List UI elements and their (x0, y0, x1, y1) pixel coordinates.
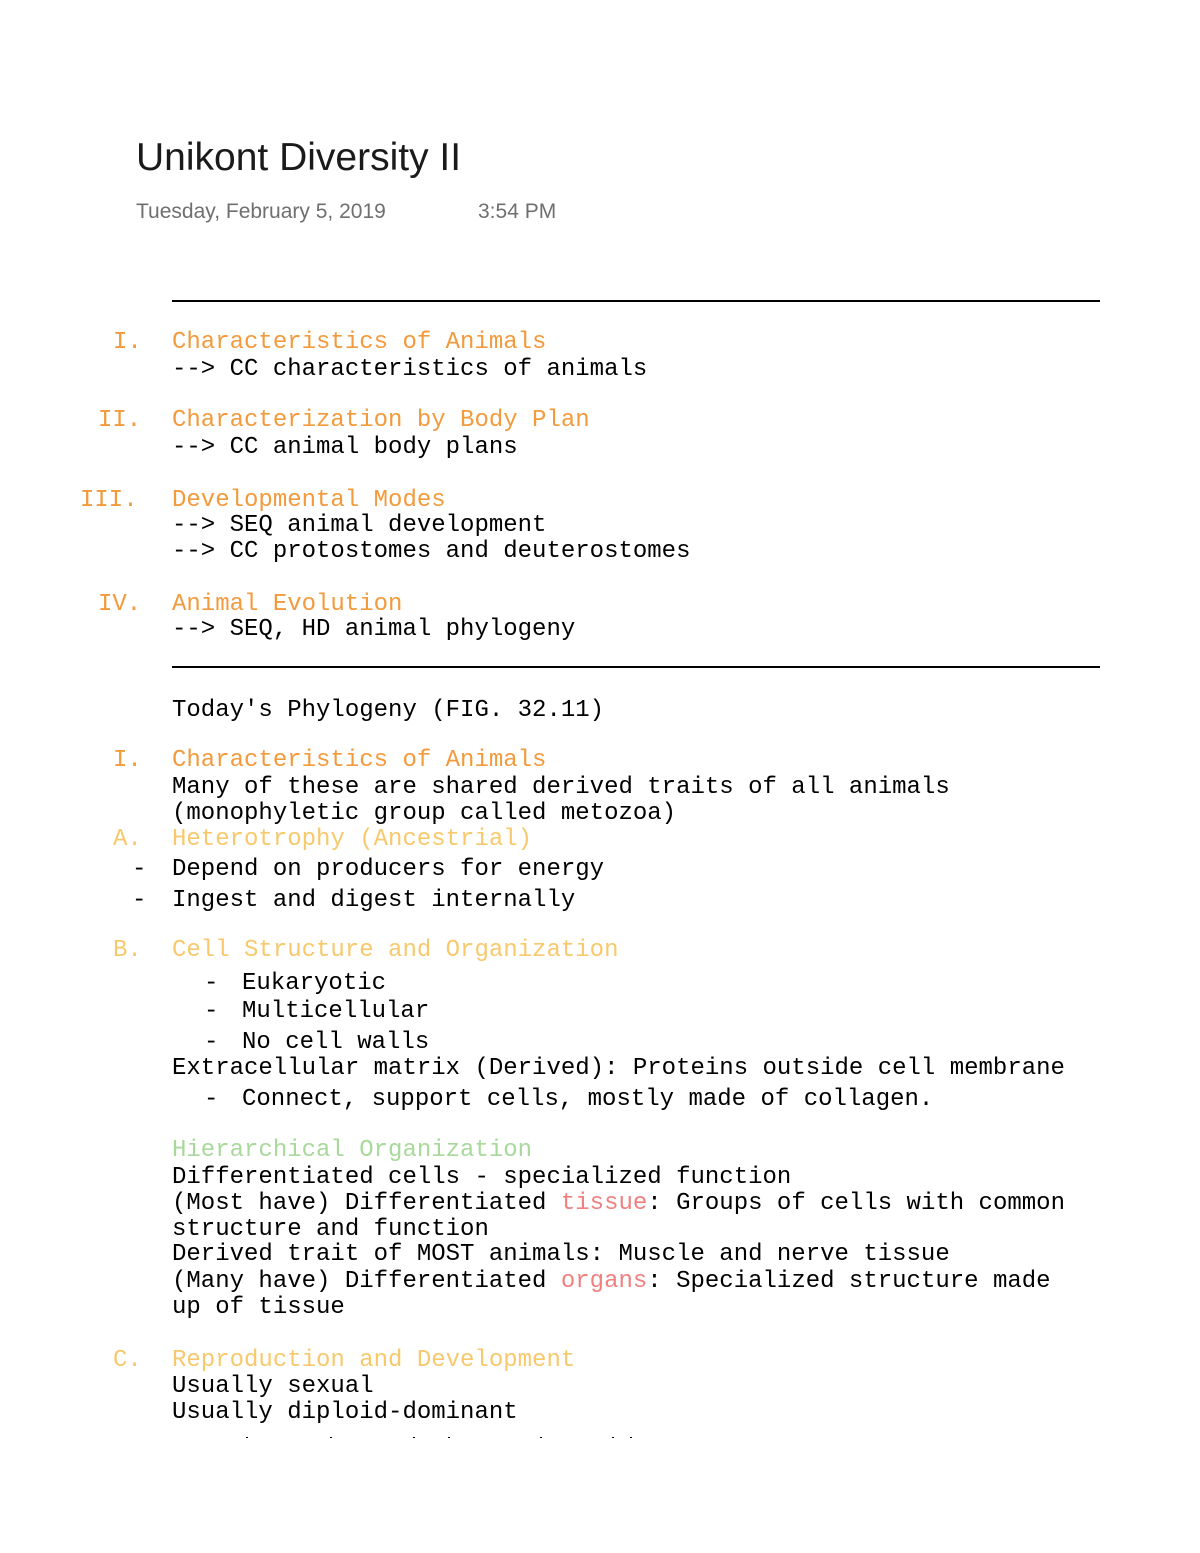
bullet-dash: - (132, 887, 147, 914)
outline-line: --> CC animal body plans (172, 434, 518, 461)
bullet-item: Depend on producers for energy (172, 856, 605, 883)
hierarchical-heading: Hierarchical Organization (172, 1137, 533, 1164)
outline-num-3: III. (80, 487, 138, 514)
hier-text: : Groups of cells with common (647, 1190, 1065, 1217)
cutoff-line (130, 1428, 730, 1438)
page-title: Unikont Diversity II (136, 136, 462, 179)
bullet-dash: - (204, 970, 219, 997)
page-date: Tuesday, February 5, 2019 (136, 200, 386, 223)
outline-heading-2: Characterization by Body Plan (172, 407, 590, 434)
subsection-letter-b: B. (113, 937, 142, 964)
outline-line: --> CC protostomes and deuterostomes (172, 538, 691, 565)
outline-line: --> SEQ animal development (172, 512, 547, 539)
section-heading: Characteristics of Animals (172, 747, 547, 774)
bullet-item: No cell walls (242, 1029, 430, 1056)
section-intro-line: (monophyletic group called metozoa) (172, 800, 677, 827)
hier-line: up of tissue (172, 1294, 345, 1321)
hier-line-organs (172, 1268, 1051, 1295)
outline-num-1: I. (113, 329, 142, 356)
phylogeny-line: Today's Phylogeny (FIG. 32.11) (172, 697, 605, 724)
cutoff-marks (130, 1431, 730, 1438)
subsection-heading-b: Cell Structure and Organization (172, 937, 619, 964)
outline-line: --> SEQ, HD animal phylogeny (172, 616, 576, 643)
outline-heading-4: Animal Evolution (172, 591, 403, 618)
bullet-dash: - (132, 856, 147, 883)
hier-text: (Most have) Differentiated (172, 1190, 561, 1217)
section-num: I. (113, 747, 142, 774)
hier-line: Differentiated cells - specialized function (172, 1164, 792, 1191)
outline-line: --> CC characteristics of animals (172, 356, 648, 383)
hier-text: : Specialized structure made (647, 1268, 1051, 1295)
hier-line-tissue (172, 1190, 1065, 1217)
outline-heading-3: Developmental Modes (172, 487, 446, 514)
outline-num-4: IV. (98, 591, 142, 618)
term-organs: organs (560, 1268, 648, 1295)
hier-line: structure and function (172, 1216, 489, 1243)
subsection-letter-c: C. (113, 1347, 142, 1374)
divider-bottom (172, 666, 1100, 668)
bullet-item: Ingest and digest internally (172, 887, 576, 914)
section-intro-line: Many of these are shared derived traits of all animals (172, 774, 950, 801)
outline-heading-1: Characteristics of Animals (172, 329, 547, 356)
term-tissue: tissue (560, 1190, 648, 1217)
subsection-heading-c: Reproduction and Development (172, 1347, 576, 1374)
c-line: Usually sexual (172, 1373, 374, 1400)
c-line: Usually diploid-dominant (172, 1399, 518, 1426)
hier-line: Derived trait of MOST animals: Muscle and nerve tissue (172, 1241, 950, 1268)
page-time: 3:54 PM (478, 200, 557, 223)
ecm-line: Extracellular matrix (Derived): Proteins outside cell membrane (172, 1055, 1065, 1082)
subsection-heading-a: Heterotrophy (Ancestrial) (172, 826, 533, 853)
outline-num-2: II. (98, 407, 142, 434)
bullet-item: Eukaryotic (242, 970, 387, 997)
bullet-item: Multicellular (242, 998, 430, 1025)
subsection-letter-a: A. (113, 826, 142, 853)
bullet-dash: - (204, 1029, 219, 1056)
bullet-dash: - (204, 998, 219, 1025)
hier-text: (Many have) Differentiated (172, 1268, 561, 1295)
bullet-dash: - (204, 1086, 219, 1113)
bullet-item: Connect, support cells, mostly made of collagen. (242, 1086, 934, 1113)
divider-top (172, 300, 1100, 302)
